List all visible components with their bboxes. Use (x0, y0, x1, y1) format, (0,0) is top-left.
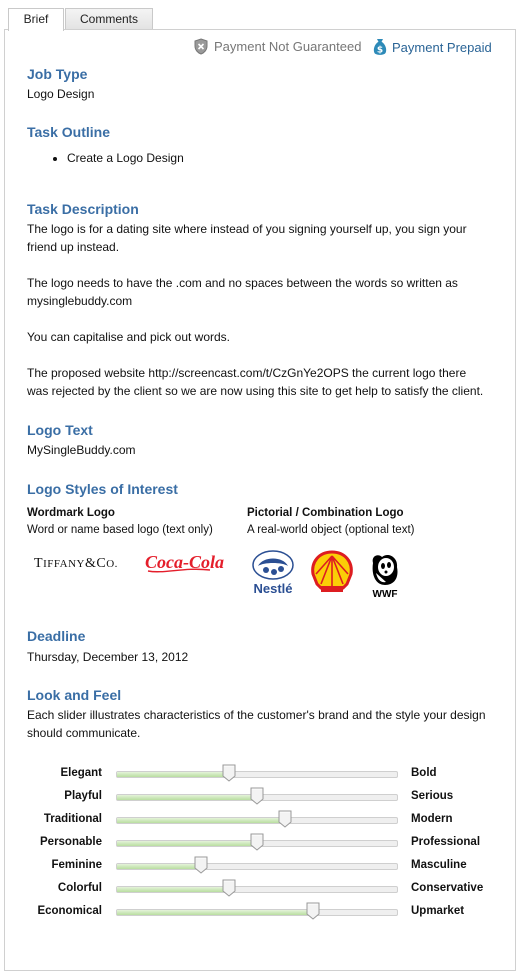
look-and-feel-heading: Look and Feel (27, 687, 122, 703)
svg-text:Nestlé: Nestlé (253, 581, 293, 596)
wwf-logo (368, 551, 402, 599)
slider-thumb[interactable] (222, 764, 236, 782)
slider-thumb[interactable] (306, 902, 320, 920)
slider-row (0, 810, 524, 830)
svg-text:$: $ (376, 45, 384, 56)
slider-fill (117, 887, 229, 892)
task-outline-list (47, 149, 184, 167)
shell-logo (309, 550, 355, 594)
slider-fill (117, 910, 313, 915)
slider-fill (117, 795, 257, 800)
svg-text:WWF: WWF (372, 589, 398, 600)
slider-right-label: Modern (411, 813, 453, 825)
logo-styles-heading: Logo Styles of Interest (27, 481, 178, 497)
svg-text:Coca-Cola: Coca-Cola (145, 552, 224, 572)
coca-cola-logo (144, 549, 224, 575)
slider-thumb[interactable] (222, 879, 236, 897)
look-and-feel-desc: Each slider illustrates characteristics of the customer's brand and the style your design should communicate. (27, 708, 486, 740)
slider-fill (117, 818, 285, 823)
slider-left-label: Economical (37, 905, 102, 917)
slider-track[interactable] (116, 817, 398, 824)
slider-right-label: Conservative (411, 882, 484, 894)
slider-left-label: Colorful (57, 882, 102, 894)
task-description-paragraph: You can capitalise and pick out words. (27, 330, 231, 344)
job-type-heading: Job Type (27, 66, 88, 82)
job-type-value: Logo Design (27, 87, 95, 101)
payment-prepaid-label: Payment Prepaid (392, 39, 492, 55)
slider-row (0, 856, 524, 876)
tab-brief[interactable]: Brief (8, 8, 64, 31)
slider-track[interactable] (116, 886, 398, 893)
slider-left-label: Personable (40, 836, 102, 848)
slider-right-label: Serious (411, 790, 454, 802)
slider-fill (117, 841, 257, 846)
slider-left-label: Feminine (51, 859, 102, 871)
slider-fill (117, 864, 201, 869)
pictorial-desc: A real-world object (optional text) (247, 524, 415, 536)
logo-text-heading: Logo Text (27, 422, 93, 438)
slider-left-label: Elegant (60, 767, 102, 779)
slider-right-label: Upmarket (411, 905, 465, 917)
slider-thumb[interactable] (250, 833, 264, 851)
slider-thumb[interactable] (194, 856, 208, 874)
tiffany-logo: TIFFANY&CO. (34, 556, 118, 571)
shield-icon (193, 38, 209, 55)
task-description-heading: Task Description (27, 201, 139, 217)
tab-bar (8, 8, 153, 30)
slider-row (0, 879, 524, 899)
task-outline-item: • Create a Logo Design (67, 149, 184, 167)
slider-row (0, 902, 524, 922)
task-description-paragraph: The logo needs to have the .com and no spaces between the words so written as mysinglebuddy.com (27, 276, 458, 308)
slider-right-label: Bold (411, 767, 437, 779)
payment-not-guaranteed-label: Payment Not Guaranteed (214, 39, 362, 54)
wordmark-desc: Word or name based logo (text only) (27, 524, 213, 536)
slider-left-label: Traditional (43, 813, 102, 825)
deadline-value: Thursday, December 13, 2012 (27, 650, 189, 664)
slider-right-label: Masculine (411, 859, 467, 871)
task-description-paragraph: The logo is for a dating site where instead of you signing yourself up, you sign your friend up instead. (27, 222, 467, 254)
task-description-paragraph: The proposed website http://screencast.com/t/CzGnYe2OPS the current logo there was rejected by the client so we are now using this site to get help to satisfy the client. (27, 366, 484, 398)
pictorial-title: Pictorial / Combination Logo (247, 507, 404, 519)
slider-row (0, 764, 524, 784)
slider-row (0, 833, 524, 853)
slider-thumb[interactable] (250, 787, 264, 805)
logo-text-value: MySingleBuddy.com (27, 443, 136, 457)
slider-left-label: Playful (64, 790, 102, 802)
tab-comments[interactable]: Comments (65, 8, 153, 29)
slider-right-label: Professional (411, 836, 481, 848)
payment-prepaid (373, 38, 492, 56)
slider-thumb[interactable] (278, 810, 292, 828)
wordmark-title: Wordmark Logo (27, 507, 115, 519)
payment-not-guaranteed (193, 38, 361, 55)
slider-row (0, 787, 524, 807)
slider-track[interactable] (116, 909, 398, 916)
money-bag-icon (373, 38, 387, 56)
deadline-heading: Deadline (27, 628, 86, 644)
nestle-logo (248, 548, 298, 596)
slider-track[interactable] (116, 863, 398, 870)
slider-track[interactable] (116, 771, 398, 778)
slider-fill (117, 772, 229, 777)
task-outline-heading: Task Outline (27, 124, 110, 140)
